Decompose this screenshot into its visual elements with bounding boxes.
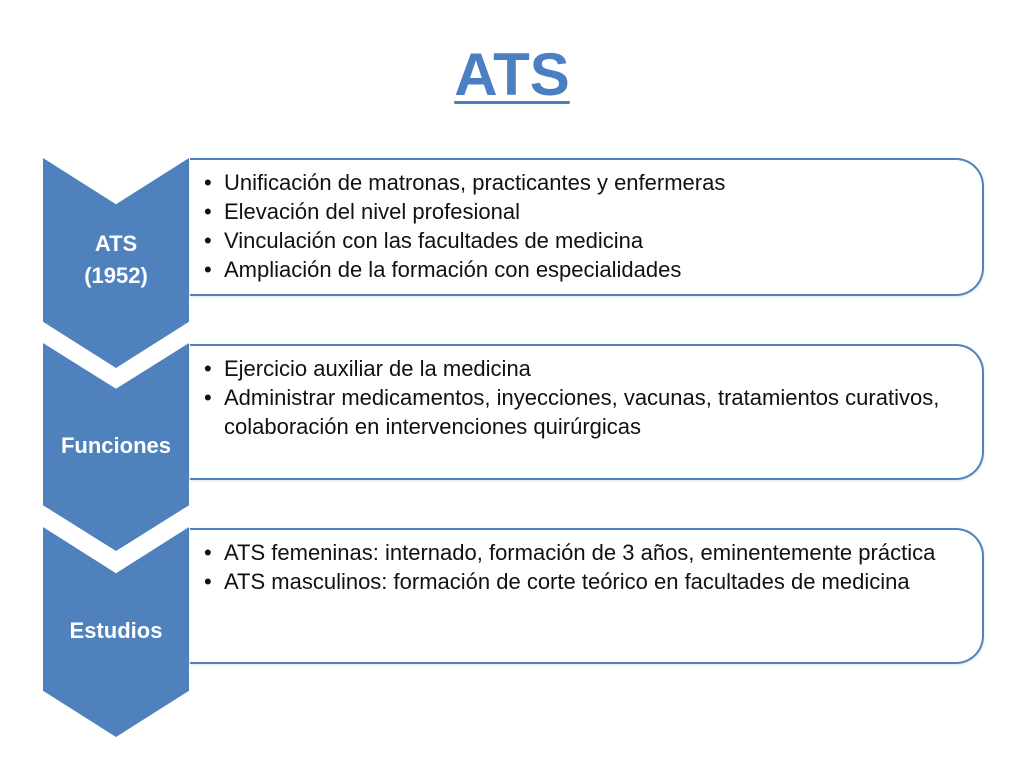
list-item: • Unificación de matronas, practicantes y enfermeras: [202, 168, 962, 197]
chevron-label-funciones: [43, 430, 189, 462]
list-item: • Administrar medicamentos, inyecciones, vacunas, tratamientos curativos, colaboración en intervenciones quirúrgicas: [202, 383, 962, 441]
panel-estudios: [190, 528, 984, 664]
bullet-list: [190, 530, 982, 604]
bullet-list: [190, 346, 982, 449]
bullet-list: [190, 160, 982, 292]
list-item: • Ampliación de la formación con especialidades: [202, 255, 962, 284]
chevron-label-line: Funciones: [60, 433, 171, 458]
list-item: • Vinculación con las facultades de medicina: [202, 226, 962, 255]
chevron-label-estudios: [43, 615, 189, 647]
list-item: • Ejercicio auxiliar de la medicina: [202, 354, 962, 383]
list-item: • Elevación del nivel profesional: [202, 197, 962, 226]
page-title: ATS: [454, 41, 570, 108]
list-item: • ATS femeninas: internado, formación de 3 años, eminentemente práctica: [202, 538, 962, 567]
chevron-label-line: ATS: [94, 231, 138, 256]
chevron-label-line: (1952): [84, 263, 148, 288]
list-item: • ATS masculinos: formación de corte teórico en facultades de medicina: [202, 567, 962, 596]
panel-ats-1952: [190, 158, 984, 296]
panel-funciones: [190, 344, 984, 480]
chevron-label-ats-1952: [43, 228, 189, 292]
chevron-label-line: Estudios: [69, 618, 163, 643]
